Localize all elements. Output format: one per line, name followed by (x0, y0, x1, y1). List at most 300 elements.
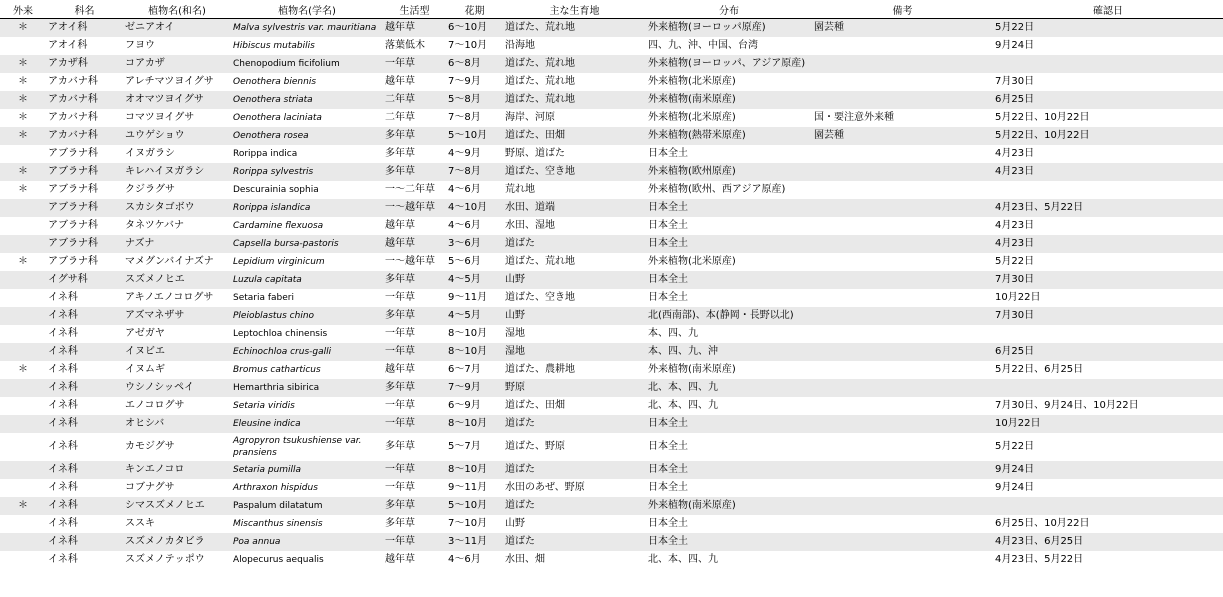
table-row (0, 199, 1223, 217)
cell-note (812, 91, 993, 109)
cell-life-form: 多年草 (383, 515, 446, 533)
cell-alien: ＊ (0, 253, 46, 271)
cell-japanese-name: スカシタゴボウ (123, 199, 231, 217)
cell-life-form: 一〜越年草 (383, 199, 446, 217)
cell-scientific-name: Alopecurus aequalis (231, 551, 383, 569)
cell-scientific-name: Rorippa islandica (231, 199, 383, 217)
table-row (0, 163, 1223, 181)
cell-habitat: 湿地 (503, 343, 646, 361)
col-header-scientific-name: 植物名(学名) (231, 0, 383, 19)
cell-date: 7月30日 (993, 73, 1223, 91)
cell-habitat: 水田のあぜ、野原 (503, 479, 646, 497)
cell-family: アブラナ科 (46, 181, 123, 199)
cell-family: イネ科 (46, 551, 123, 569)
cell-distribution: 外来植物(南米原産) (646, 361, 812, 379)
table-row (0, 145, 1223, 163)
table-row (0, 55, 1223, 73)
cell-japanese-name: ユウゲショウ (123, 127, 231, 145)
cell-life-form: 多年草 (383, 271, 446, 289)
cell-distribution: 日本全土 (646, 217, 812, 235)
cell-habitat: 山野 (503, 271, 646, 289)
cell-note (812, 289, 993, 307)
cell-scientific-name: Cardamine flexuosa (231, 217, 383, 235)
col-header-note: 備考 (812, 0, 993, 19)
cell-family: イグサ科 (46, 271, 123, 289)
col-header-family: 科名 (46, 0, 123, 19)
table-row (0, 307, 1223, 325)
cell-distribution: 外来植物(欧州、西アジア原産) (646, 181, 812, 199)
table-row (0, 271, 1223, 289)
cell-flowering: 5〜7月 (446, 433, 503, 461)
cell-note (812, 361, 993, 379)
cell-life-form: 越年草 (383, 73, 446, 91)
cell-date: 4月23日 (993, 235, 1223, 253)
cell-alien (0, 37, 46, 55)
cell-alien: ＊ (0, 361, 46, 379)
cell-flowering: 5〜10月 (446, 497, 503, 515)
cell-flowering: 3〜11月 (446, 533, 503, 551)
cell-family: アカバナ科 (46, 73, 123, 91)
cell-habitat: 道ばた、空き地 (503, 289, 646, 307)
cell-japanese-name: キレハイヌガラシ (123, 163, 231, 181)
cell-family: イネ科 (46, 533, 123, 551)
cell-note (812, 497, 993, 515)
cell-date (993, 55, 1223, 73)
cell-scientific-name: Setaria pumilla (231, 461, 383, 479)
cell-flowering: 4〜6月 (446, 181, 503, 199)
cell-habitat: 道ばた、野原 (503, 433, 646, 461)
cell-japanese-name: アズマネザサ (123, 307, 231, 325)
cell-life-form: 一年草 (383, 397, 446, 415)
cell-japanese-name: スズメノカタビラ (123, 533, 231, 551)
cell-japanese-name: コブナグサ (123, 479, 231, 497)
table-row (0, 551, 1223, 569)
table-row (0, 343, 1223, 361)
cell-japanese-name: フヨウ (123, 37, 231, 55)
header-row (0, 0, 1223, 19)
cell-habitat: 山野 (503, 307, 646, 325)
table-row (0, 361, 1223, 379)
cell-distribution: 外来植物(北米原産) (646, 253, 812, 271)
cell-life-form: 越年草 (383, 361, 446, 379)
cell-distribution: 本、四、九 (646, 325, 812, 343)
cell-date (993, 325, 1223, 343)
cell-distribution: 四、九、沖、中国、台湾 (646, 37, 812, 55)
cell-habitat: 山野 (503, 515, 646, 533)
table-row (0, 461, 1223, 479)
cell-life-form: 一年草 (383, 479, 446, 497)
cell-scientific-name: Miscanthus sinensis (231, 515, 383, 533)
cell-flowering: 9〜11月 (446, 289, 503, 307)
cell-note: 園芸種 (812, 19, 993, 38)
cell-habitat: 道ばた、荒れ地 (503, 55, 646, 73)
cell-family: アブラナ科 (46, 235, 123, 253)
cell-scientific-name: Rorippa indica (231, 145, 383, 163)
col-header-life-form: 生活型 (383, 0, 446, 19)
cell-note (812, 551, 993, 569)
cell-life-form: 一年草 (383, 461, 446, 479)
cell-scientific-name: Hibiscus mutabilis (231, 37, 383, 55)
cell-date: 4月23日、5月22日 (993, 551, 1223, 569)
table-row (0, 19, 1223, 38)
cell-alien: ＊ (0, 19, 46, 38)
cell-flowering: 7〜10月 (446, 515, 503, 533)
cell-note (812, 397, 993, 415)
cell-flowering: 9〜11月 (446, 479, 503, 497)
cell-note (812, 145, 993, 163)
cell-habitat: 野原、道ばた (503, 145, 646, 163)
cell-family: イネ科 (46, 515, 123, 533)
cell-family: イネ科 (46, 397, 123, 415)
cell-life-form: 多年草 (383, 145, 446, 163)
cell-flowering: 6〜7月 (446, 361, 503, 379)
cell-flowering: 7〜9月 (446, 73, 503, 91)
cell-family: アブラナ科 (46, 145, 123, 163)
cell-note (812, 433, 993, 461)
table-row (0, 37, 1223, 55)
cell-scientific-name: Setaria viridis (231, 397, 383, 415)
cell-distribution: 北、本、四、九 (646, 551, 812, 569)
cell-scientific-name: Poa annua (231, 533, 383, 551)
cell-habitat: 道ばた (503, 415, 646, 433)
cell-alien (0, 235, 46, 253)
cell-date: 9月24日 (993, 461, 1223, 479)
cell-flowering: 7〜8月 (446, 163, 503, 181)
cell-note (812, 271, 993, 289)
cell-note (812, 163, 993, 181)
cell-life-form: 越年草 (383, 551, 446, 569)
cell-date (993, 181, 1223, 199)
cell-flowering: 4〜6月 (446, 551, 503, 569)
cell-family: アカザ科 (46, 55, 123, 73)
cell-scientific-name: Descurainia sophia (231, 181, 383, 199)
cell-alien (0, 479, 46, 497)
cell-family: アオイ科 (46, 37, 123, 55)
cell-family: イネ科 (46, 497, 123, 515)
cell-distribution: 日本全土 (646, 199, 812, 217)
cell-japanese-name: キンエノコロ (123, 461, 231, 479)
cell-alien (0, 551, 46, 569)
cell-scientific-name: Rorippa sylvestris (231, 163, 383, 181)
cell-date: 9月24日 (993, 479, 1223, 497)
col-header-flowering: 花期 (446, 0, 503, 19)
table-row (0, 181, 1223, 199)
cell-alien (0, 307, 46, 325)
cell-date: 5月22日 (993, 433, 1223, 461)
cell-life-form: 多年草 (383, 307, 446, 325)
cell-family: アブラナ科 (46, 199, 123, 217)
cell-date (993, 497, 1223, 515)
cell-habitat: 水田、畑 (503, 551, 646, 569)
cell-date: 5月22日、6月25日 (993, 361, 1223, 379)
cell-flowering: 5〜10月 (446, 127, 503, 145)
cell-note (812, 415, 993, 433)
cell-life-form: 一〜越年草 (383, 253, 446, 271)
cell-flowering: 3〜6月 (446, 235, 503, 253)
cell-date: 4月23日 (993, 163, 1223, 181)
cell-habitat: 海岸、河原 (503, 109, 646, 127)
cell-japanese-name: イヌガラシ (123, 145, 231, 163)
cell-scientific-name: Agropyron tsukushiense var. pransiens (231, 433, 383, 461)
cell-scientific-name: Lepidium virginicum (231, 253, 383, 271)
cell-alien: ＊ (0, 73, 46, 91)
cell-distribution: 日本全土 (646, 479, 812, 497)
cell-family: アカバナ科 (46, 127, 123, 145)
cell-japanese-name: コマツヨイグサ (123, 109, 231, 127)
cell-date: 5月22日 (993, 253, 1223, 271)
table-row (0, 533, 1223, 551)
cell-habitat: 道ばた (503, 235, 646, 253)
cell-life-form: 越年草 (383, 217, 446, 235)
cell-alien (0, 271, 46, 289)
cell-scientific-name: Malva sylvestris var. mauritiana (231, 19, 383, 38)
cell-distribution: 日本全土 (646, 271, 812, 289)
cell-japanese-name: アキノエノコログサ (123, 289, 231, 307)
cell-alien (0, 343, 46, 361)
table-row (0, 289, 1223, 307)
cell-distribution: 北、本、四、九 (646, 379, 812, 397)
cell-life-form: 越年草 (383, 235, 446, 253)
cell-scientific-name: Oenothera striata (231, 91, 383, 109)
cell-alien: ＊ (0, 109, 46, 127)
cell-distribution: 外来植物(熱帯米原産) (646, 127, 812, 145)
cell-japanese-name: アレチマツヨイグサ (123, 73, 231, 91)
cell-flowering: 5〜6月 (446, 253, 503, 271)
cell-distribution: 日本全土 (646, 289, 812, 307)
cell-date: 10月22日 (993, 415, 1223, 433)
cell-japanese-name: オオマツヨイグサ (123, 91, 231, 109)
cell-scientific-name: Arthraxon hispidus (231, 479, 383, 497)
cell-flowering: 8〜10月 (446, 461, 503, 479)
cell-alien: ＊ (0, 163, 46, 181)
cell-life-form: 多年草 (383, 163, 446, 181)
cell-habitat: 道ばた、田畑 (503, 127, 646, 145)
cell-note (812, 253, 993, 271)
cell-note (812, 199, 993, 217)
cell-scientific-name: Oenothera laciniata (231, 109, 383, 127)
cell-scientific-name: Echinochloa crus-galli (231, 343, 383, 361)
cell-distribution: 日本全土 (646, 433, 812, 461)
cell-alien (0, 217, 46, 235)
cell-alien: ＊ (0, 181, 46, 199)
table-row (0, 415, 1223, 433)
cell-flowering: 6〜8月 (446, 55, 503, 73)
cell-distribution: 北、本、四、九 (646, 397, 812, 415)
cell-distribution: 外来植物(北米原産) (646, 109, 812, 127)
cell-life-form: 多年草 (383, 433, 446, 461)
cell-note (812, 235, 993, 253)
cell-scientific-name: Oenothera rosea (231, 127, 383, 145)
cell-flowering: 5〜8月 (446, 91, 503, 109)
table-row (0, 217, 1223, 235)
cell-habitat: 荒れ地 (503, 181, 646, 199)
cell-family: イネ科 (46, 325, 123, 343)
cell-date: 7月30日、9月24日、10月22日 (993, 397, 1223, 415)
cell-distribution: 日本全土 (646, 461, 812, 479)
cell-scientific-name: Luzula capitata (231, 271, 383, 289)
cell-life-form: 越年草 (383, 19, 446, 38)
cell-japanese-name: アゼガヤ (123, 325, 231, 343)
cell-note (812, 73, 993, 91)
cell-flowering: 7〜9月 (446, 379, 503, 397)
cell-family: イネ科 (46, 415, 123, 433)
cell-habitat: 沿海地 (503, 37, 646, 55)
cell-japanese-name: ウシノシッペイ (123, 379, 231, 397)
cell-note (812, 217, 993, 235)
table-row (0, 109, 1223, 127)
cell-flowering: 6〜10月 (446, 19, 503, 38)
cell-distribution: 日本全土 (646, 415, 812, 433)
cell-flowering: 7〜8月 (446, 109, 503, 127)
table-row (0, 433, 1223, 461)
cell-family: アブラナ科 (46, 217, 123, 235)
cell-japanese-name: ナズナ (123, 235, 231, 253)
cell-family: イネ科 (46, 433, 123, 461)
col-header-date: 確認日 (993, 0, 1223, 19)
col-header-habitat: 主な生育地 (503, 0, 646, 19)
cell-japanese-name: ススキ (123, 515, 231, 533)
cell-japanese-name: ゼニアオイ (123, 19, 231, 38)
cell-note: 園芸種 (812, 127, 993, 145)
cell-japanese-name: エノコログサ (123, 397, 231, 415)
cell-note (812, 181, 993, 199)
cell-alien: ＊ (0, 91, 46, 109)
cell-scientific-name: Chenopodium ficifolium (231, 55, 383, 73)
cell-family: イネ科 (46, 361, 123, 379)
cell-distribution: 日本全土 (646, 145, 812, 163)
cell-scientific-name: Setaria faberi (231, 289, 383, 307)
cell-habitat: 水田、道端 (503, 199, 646, 217)
cell-family: イネ科 (46, 307, 123, 325)
table-row (0, 379, 1223, 397)
cell-japanese-name: コアカザ (123, 55, 231, 73)
cell-alien (0, 433, 46, 461)
table-row (0, 235, 1223, 253)
cell-scientific-name: Oenothera biennis (231, 73, 383, 91)
cell-life-form: 一〜二年草 (383, 181, 446, 199)
cell-japanese-name: クジラグサ (123, 181, 231, 199)
cell-life-form: 一年草 (383, 289, 446, 307)
cell-family: イネ科 (46, 479, 123, 497)
table-row (0, 497, 1223, 515)
cell-alien: ＊ (0, 127, 46, 145)
cell-alien: ＊ (0, 497, 46, 515)
cell-note (812, 325, 993, 343)
cell-distribution: 外来植物(北米原産) (646, 73, 812, 91)
cell-scientific-name: Capsella bursa-pastoris (231, 235, 383, 253)
cell-habitat: 道ばた、荒れ地 (503, 253, 646, 271)
table-row (0, 397, 1223, 415)
cell-date: 4月23日、5月22日 (993, 199, 1223, 217)
cell-distribution: 外来植物(ヨーロッパ原産) (646, 19, 812, 38)
cell-date: 10月22日 (993, 289, 1223, 307)
cell-distribution: 外来植物(南米原産) (646, 497, 812, 515)
cell-distribution: 日本全土 (646, 515, 812, 533)
cell-alien (0, 325, 46, 343)
cell-flowering: 8〜10月 (446, 415, 503, 433)
cell-date: 4月23日 (993, 145, 1223, 163)
cell-alien (0, 415, 46, 433)
table-row (0, 127, 1223, 145)
cell-japanese-name: イヌビエ (123, 343, 231, 361)
cell-alien (0, 289, 46, 307)
cell-life-form: 多年草 (383, 497, 446, 515)
cell-japanese-name: イヌムギ (123, 361, 231, 379)
cell-life-form: 多年草 (383, 127, 446, 145)
cell-family: アカバナ科 (46, 109, 123, 127)
cell-japanese-name: シマスズメノヒエ (123, 497, 231, 515)
cell-flowering: 7〜10月 (446, 37, 503, 55)
cell-family: アブラナ科 (46, 253, 123, 271)
cell-japanese-name: スズメノヒエ (123, 271, 231, 289)
cell-habitat: 道ばた、荒れ地 (503, 19, 646, 38)
cell-date: 5月22日、10月22日 (993, 109, 1223, 127)
table-row (0, 73, 1223, 91)
cell-distribution: 外来植物(欧州原産) (646, 163, 812, 181)
cell-distribution: 北(西南部)、本(静岡・長野以北) (646, 307, 812, 325)
cell-habitat: 道ばた、荒れ地 (503, 91, 646, 109)
cell-family: イネ科 (46, 379, 123, 397)
cell-flowering: 4〜6月 (446, 217, 503, 235)
cell-scientific-name: Paspalum dilatatum (231, 497, 383, 515)
cell-note (812, 479, 993, 497)
cell-distribution: 外来植物(ヨーロッパ、アジア原産) (646, 55, 812, 73)
cell-flowering: 8〜10月 (446, 325, 503, 343)
cell-date: 7月30日 (993, 271, 1223, 289)
cell-date: 5月22日、10月22日 (993, 127, 1223, 145)
cell-note (812, 37, 993, 55)
cell-life-form: 二年草 (383, 91, 446, 109)
cell-japanese-name: スズメノテッポウ (123, 551, 231, 569)
cell-japanese-name: タネツケバナ (123, 217, 231, 235)
cell-life-form: 落葉低木 (383, 37, 446, 55)
cell-flowering: 4〜9月 (446, 145, 503, 163)
cell-habitat: 野原 (503, 379, 646, 397)
cell-note (812, 307, 993, 325)
cell-habitat: 道ばた、農耕地 (503, 361, 646, 379)
cell-family: イネ科 (46, 289, 123, 307)
cell-date (993, 379, 1223, 397)
cell-alien (0, 379, 46, 397)
cell-alien (0, 199, 46, 217)
cell-alien: ＊ (0, 55, 46, 73)
table-row (0, 515, 1223, 533)
cell-alien (0, 515, 46, 533)
cell-family: アブラナ科 (46, 163, 123, 181)
cell-flowering: 8〜10月 (446, 343, 503, 361)
cell-habitat: 道ばた (503, 461, 646, 479)
cell-date: 6月25日 (993, 343, 1223, 361)
col-header-japanese-name: 植物名(和名) (123, 0, 231, 19)
cell-scientific-name: Bromus catharticus (231, 361, 383, 379)
cell-habitat: 道ばた (503, 533, 646, 551)
cell-alien (0, 461, 46, 479)
cell-date: 5月22日 (993, 19, 1223, 38)
cell-family: アオイ科 (46, 19, 123, 38)
cell-habitat: 水田、湿地 (503, 217, 646, 235)
cell-note (812, 343, 993, 361)
cell-life-form: 多年草 (383, 379, 446, 397)
cell-habitat: 道ばた (503, 497, 646, 515)
cell-note (812, 515, 993, 533)
cell-note (812, 461, 993, 479)
cell-date: 6月25日、10月22日 (993, 515, 1223, 533)
table-row (0, 479, 1223, 497)
cell-habitat: 道ばた、田畑 (503, 397, 646, 415)
cell-japanese-name: マメグンバイナズナ (123, 253, 231, 271)
cell-flowering: 6〜9月 (446, 397, 503, 415)
cell-family: イネ科 (46, 461, 123, 479)
